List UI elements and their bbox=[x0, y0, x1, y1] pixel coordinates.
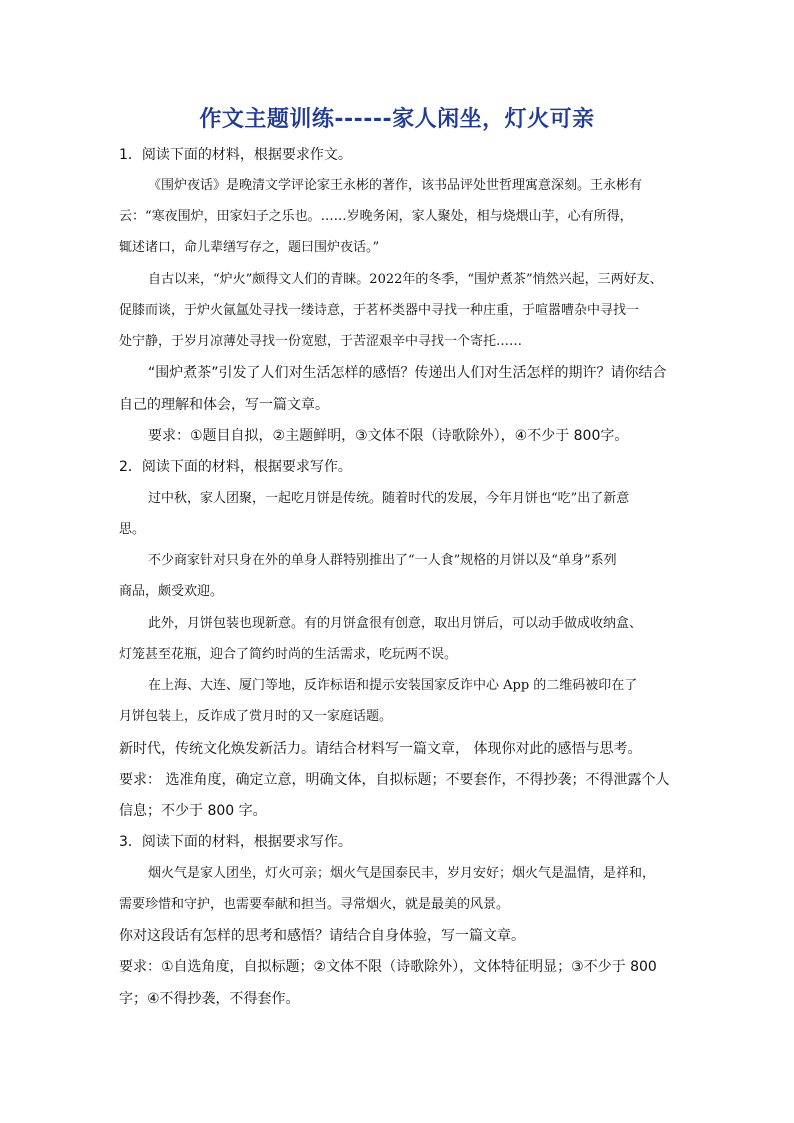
question-2-material-line: 此外，月饼包装也现新意。有的月饼盒很有创意，取出月饼后，可以动手做成收纳盒、 bbox=[148, 616, 643, 631]
question-2-material-line: 月饼包装上，反诈成了赏月时的又一家庭话题。 bbox=[119, 709, 393, 724]
question-3-material-line: 烟火气是家人团坐，灯火可亲；烟火气是国泰民丰，岁月安好；烟火气是温情，是祥和， bbox=[148, 866, 656, 881]
question-2-material-line: 不少商家针对只身在外的单身人群特别推出了“一人食”规格的月饼以及“单身”系列 bbox=[148, 553, 617, 568]
question-1-requirement: 要求：①题目自拟，②主题鲜明，③文体不限（诗歌除外），④不少于 800字。 bbox=[148, 428, 629, 444]
question-2-material-line: 思。 bbox=[119, 522, 146, 537]
question-2-requirement-line: 要求： 选准角度，确定立意，明确文体，自拟标题；不要套作，不得抄袭；不得泄露个人 bbox=[119, 772, 670, 788]
question-1-material-line: 促膝而谈，于炉火氤氲处寻找一缕诗意，于茗杯类器中寻找一种庄重，于喧嚣嘈杂中寻找一 bbox=[119, 303, 640, 318]
question-1-prompt-line: 自己的理解和体会，写一篇文章。 bbox=[119, 397, 329, 413]
question-2-material-line: 灯笼甚至花瓶，迎合了简约时尚的生活需求，吃玩两不误。 bbox=[119, 647, 458, 662]
question-2-requirement-line: 信息；不少于 800 字。 bbox=[119, 803, 267, 819]
question-2-material-line: 过中秋，家人团聚，一起吃月饼是传统。随着时代的发展，今年月饼也“吃”出了新意 bbox=[148, 491, 630, 506]
question-1-material-line: 自古以来，“炉火”颇得文人们的青睐。2022年的冬季，“围炉煮茶”悄然兴起，三两好友、 bbox=[148, 272, 663, 287]
question-2-prompt-line: 新时代，传统文化焕发新活力。请结合材料写一篇文章， 体现你对此的感悟与思考。 bbox=[119, 741, 642, 757]
question-3-material-line: 需要珍惜和守护，也需要奉献和担当。寻常烟火，就是最美的风景。 bbox=[119, 897, 510, 912]
question-1-material-line: 辄述诸口，命儿辈缮写存之，题曰围炉夜话。” bbox=[119, 240, 380, 255]
question-3-requirement-line: 字；④不得抄袭，不得套作。 bbox=[119, 991, 300, 1007]
question-3-prompt-line: 你对这段话有怎样的思考和感悟？请结合自身体验，写一篇文章。 bbox=[119, 928, 525, 944]
question-1-heading: 1．阅读下面的材料，根据要求作文。 bbox=[119, 147, 352, 163]
question-2-material-line: 在上海、大连、厦门等地，反诈标语和提示安装国家反诈中心 App 的二维码被印在了 bbox=[148, 678, 638, 693]
page-title: 作文主题训练------家人闲坐，灯火可亲 bbox=[199, 107, 595, 132]
question-1-prompt-line: “围炉煮茶”引发了人们对生活怎样的感悟？传递出人们对生活怎样的期许？请你结合 bbox=[148, 365, 667, 381]
question-3-requirement-line: 要求：①自选角度，自拟标题；②文体不限（诗歌除外），文体特征明显；③不少于 800 bbox=[119, 959, 657, 975]
question-1-material-line: 处宁静，于岁月凉薄处寻找一份宽慰，于苦涩艰辛中寻找一个寄托…… bbox=[119, 334, 523, 349]
question-1-material-line: 《围炉夜话》是晚清文学评论家王永彬的著作，该书品评处世哲理寓意深刻。王永彬有 bbox=[148, 178, 643, 193]
question-1-material-line: 云：“寒夜围炉，田家妇子之乐也。……岁晚务闲，家人聚处，相与烧煨山芋，心有所得， bbox=[119, 209, 633, 224]
question-3-heading: 3．阅读下面的材料，根据要求写作。 bbox=[119, 834, 352, 850]
question-2-heading: 2．阅读下面的材料，根据要求写作。 bbox=[119, 459, 352, 475]
question-2-material-line: 商品，颇受欢迎。 bbox=[119, 584, 224, 599]
